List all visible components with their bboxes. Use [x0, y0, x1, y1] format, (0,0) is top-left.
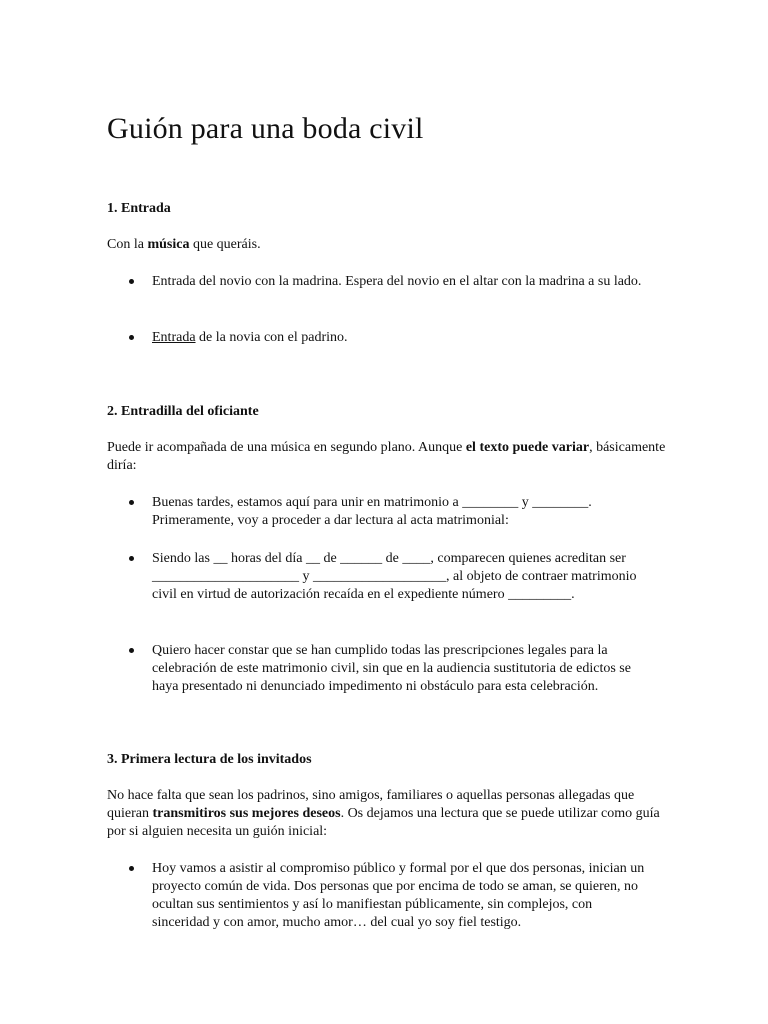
text-run: Puede ir acompañada de una música en segundo plano. Aunque	[107, 440, 466, 455]
section-2-bullet-2	[107, 550, 652, 604]
section-1-bullets-2	[107, 329, 652, 347]
text-run: Con la	[107, 237, 148, 252]
section-3-intro	[107, 787, 667, 841]
section-2-bullet-3	[107, 642, 652, 696]
paragraph	[107, 787, 667, 841]
section-3-heading-block	[107, 751, 667, 769]
list-item: Buenas tardes, estamos aquí para unir en matrimonio a ________ y ________. Primeramente, voy a proceder a dar lectura al acta matrimonial:	[107, 494, 652, 530]
section-heading: 1. Entrada	[107, 201, 171, 216]
bold-text: el texto puede variar	[465, 440, 590, 455]
section-2-heading-block	[107, 403, 667, 421]
text-run: que queráis.	[189, 237, 261, 252]
text-run: No hace falta que sean los padrinos, sino amigos, familiares o aquellas personas allegadas que quieran	[107, 788, 635, 821]
page-title: Guión para una boda civil	[107, 112, 424, 145]
section-2-intro	[107, 439, 667, 475]
list-item	[107, 329, 652, 347]
section-1-heading-block	[107, 200, 667, 218]
list-item: Siendo las __ horas del día __ de ______ de ____, comparecen quienes acreditan ser _____________________ y ___________________, al objeto de contraer matrimonio civil en virtud de autorización recaída en el expediente número _________.	[107, 550, 652, 604]
bold-text: música	[147, 237, 190, 252]
paragraph	[107, 236, 667, 254]
section-1-bullets	[107, 273, 652, 291]
section-3-bullets	[107, 860, 652, 932]
section-1-intro	[107, 236, 667, 254]
list-item: Hoy vamos a asistir al compromiso público y formal por el que dos personas, inician un proyecto común de vida. Dos personas que por encima de todo se aman, se quieren, no ocultan sus sentimientos y así lo manifiestan públicamente, sin complejos, con sinceridad y con amor, mucho amor… del cual yo soy fiel testigo.	[107, 860, 652, 932]
entrada-link[interactable]: Entrada	[152, 330, 196, 345]
paragraph	[107, 439, 667, 475]
section-heading: 2. Entradilla del oficiante	[107, 404, 259, 419]
list-item: Quiero hacer constar que se han cumplido todas las prescripciones legales para la celebración de este matrimonio civil, sin que en la audiencia sustitutoria de edictos se haya presentado ni denunciado impedimento ni obstáculo para esta celebración.	[107, 642, 652, 696]
text-run: de la novia con el padrino.	[195, 330, 348, 345]
section-2-bullet-1	[107, 494, 652, 530]
text-run: . Os dejamos una lectura que se puede utilizar como guía por si alguien necesita un guión inicial:	[107, 806, 660, 839]
bold-text: transmitiros sus mejores deseos	[152, 806, 341, 821]
section-heading: 3. Primera lectura de los invitados	[107, 752, 312, 767]
list-item: Entrada del novio con la madrina. Espera del novio en el altar con la madrina a su lado.	[107, 273, 652, 291]
text-run: , básicamente diría:	[107, 440, 666, 473]
